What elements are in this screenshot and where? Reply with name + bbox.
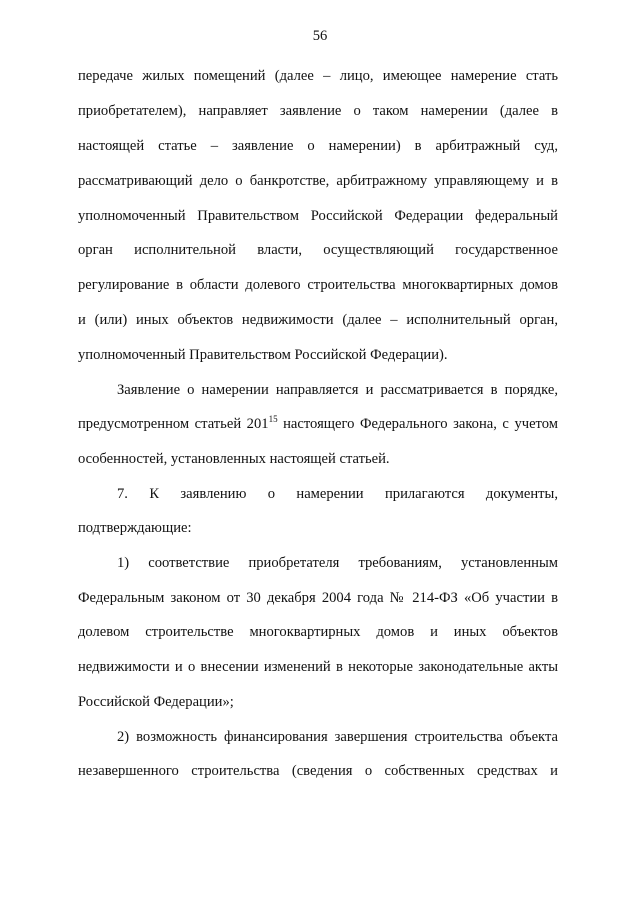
text-line-5: уполномоченный Правительством Российской Федерации федеральный [78,208,558,224]
superscript-article-number: 15 [268,414,278,424]
text-line-4: рассматривающий дело о банкротстве, арбитражному управляющему и в [78,173,558,189]
text-line-11-post: настоящего Федерального закона, с учетом [277,416,558,432]
text-line-11 [78,414,558,434]
text-line-10: Заявление о намерении направляется и рассматривается в порядке, [117,382,558,398]
text-line-17: долевом строительстве многоквартирных домов и иных объектов [78,624,558,640]
text-line-20: 2) возможность финансирования завершения строительства объекта [117,729,558,745]
text-line-3: настоящей статье – заявление о намерении) в арбитражный суд, [78,138,558,154]
text-line-1: передаче жилых помещений (далее – лицо, имеющее намерение стать [78,68,558,84]
text-line-13: 7. К заявлению о намерении прилагаются документы, [117,486,558,502]
text-line-11-pre: предусмотренном статьей 201 [78,416,269,432]
text-line-19: Российской Федерации»; [78,694,234,710]
text-line-2: приобретателем), направляет заявление о таком намерении (далее в [78,103,558,119]
text-line-7: регулирование в области долевого строительства многоквартирных домов [78,277,558,293]
text-line-14: подтверждающие: [78,520,192,536]
page-number: 56 [312,28,328,44]
text-line-6: орган исполнительной власти, осуществляющий государственное [78,242,558,258]
text-line-21: незавершенного строительства (сведения о собственных средствах и [78,763,558,779]
text-line-16: Федеральным законом от 30 декабря 2004 года № 214-ФЗ «Об участии в [78,590,558,606]
text-line-18: недвижимости и о внесении изменений в некоторые законодательные акты [78,659,558,675]
text-line-8: и (или) иных объектов недвижимости (далее – исполнительный орган, [78,312,558,328]
text-line-9: уполномоченный Правительством Российской Федерации). [78,347,448,363]
text-line-15: 1) соответствие приобретателя требованиям, установленным [117,555,558,571]
text-line-12: особенностей, установленных настоящей статьей. [78,451,390,467]
